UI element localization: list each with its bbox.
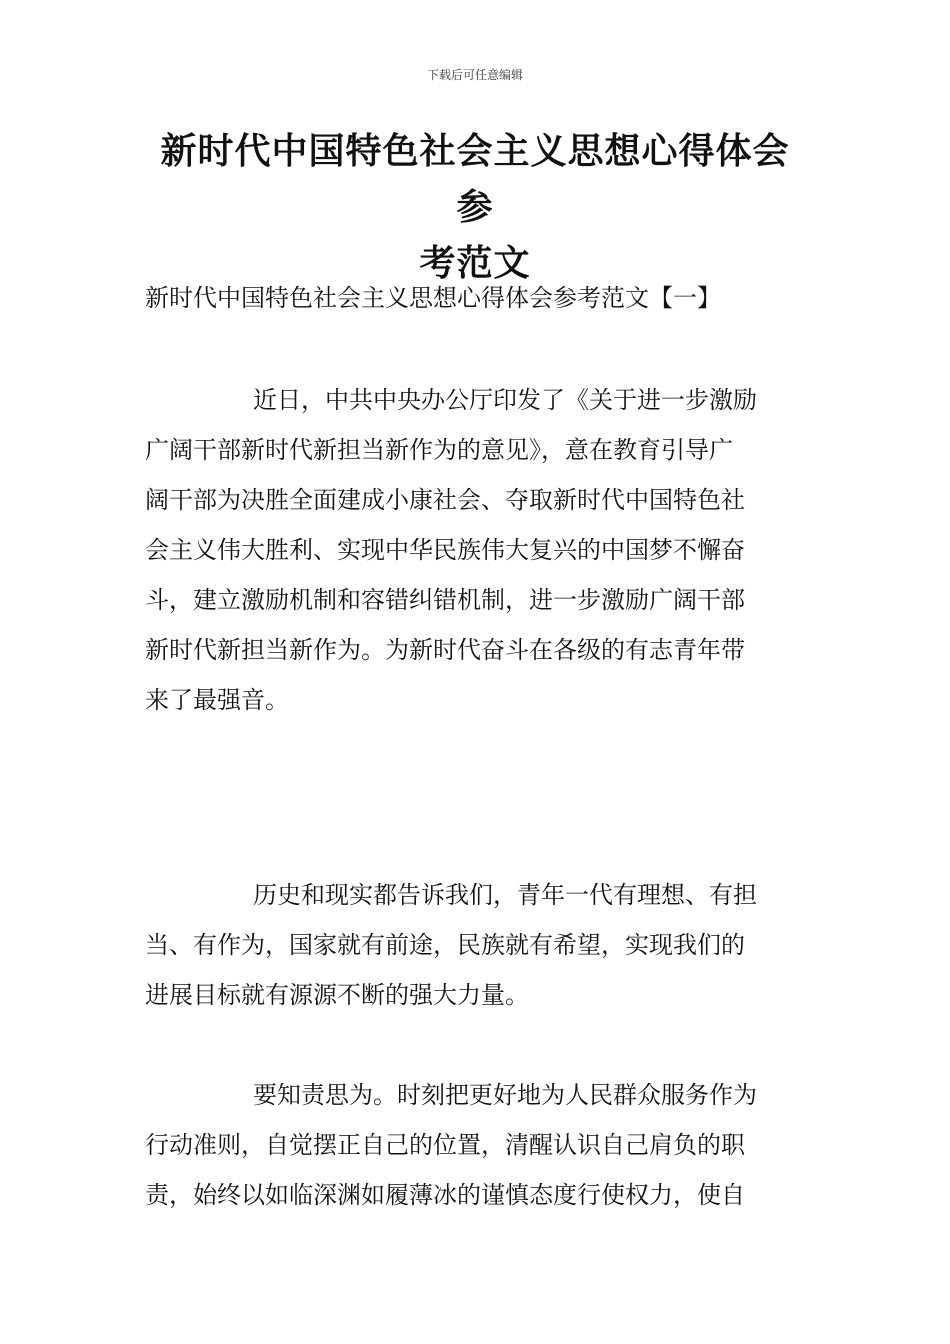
paragraph-line: 历史和现实都告诉我们，青年一代有理想、有担	[253, 881, 757, 909]
paragraph-line: 会主义伟大胜利、实现中华民族伟大复兴的中国梦不懈奋	[145, 536, 745, 564]
paragraph	[145, 1070, 810, 1220]
document-title	[150, 124, 800, 292]
title-line: 考范文	[419, 243, 531, 284]
paragraph-line: 广阔干部新时代新担当新作为的意见》，意在教育引导广	[145, 436, 733, 464]
paragraph-line: 要知责思为。时刻把更好地为人民群众服务作为	[253, 1081, 757, 1109]
paragraph-line: 斗，建立激励机制和容错纠错机制，进一步激励广阔干部	[145, 586, 745, 614]
paragraph-line: 近日，中共中央办公厅印发了《关于进一步激励	[253, 386, 757, 414]
paragraph-line: 责，始终以如临深渊如履薄冰的谨慎态度行使权力，使自	[145, 1181, 745, 1209]
paragraph-line: 新时代新担当新作为。为新时代奋斗在各级的有志青年带	[145, 636, 745, 664]
paragraph-line: 当、有作为，国家就有前途，民族就有希望，实现我们的	[145, 931, 745, 959]
section-heading: 新时代中国特色社会主义思想心得体会参考范文【一】	[145, 284, 721, 312]
paragraph-line: 行动准则，自觉摆正自己的位置，清醒认识自己肩负的职	[145, 1131, 745, 1159]
paragraph	[145, 870, 810, 1020]
paragraph	[145, 375, 810, 725]
title-line: 新时代中国特色社会主义思想心得体会参	[160, 131, 790, 228]
paragraph-line: 进展目标就有源源不断的强大力量。	[145, 981, 529, 1009]
paragraph-line: 来了最强音。	[145, 686, 289, 714]
header-note: 下载后可任意编辑	[426, 68, 523, 82]
paragraph-line: 阔干部为决胜全面建成小康社会、夺取新时代中国特色社	[145, 486, 745, 514]
